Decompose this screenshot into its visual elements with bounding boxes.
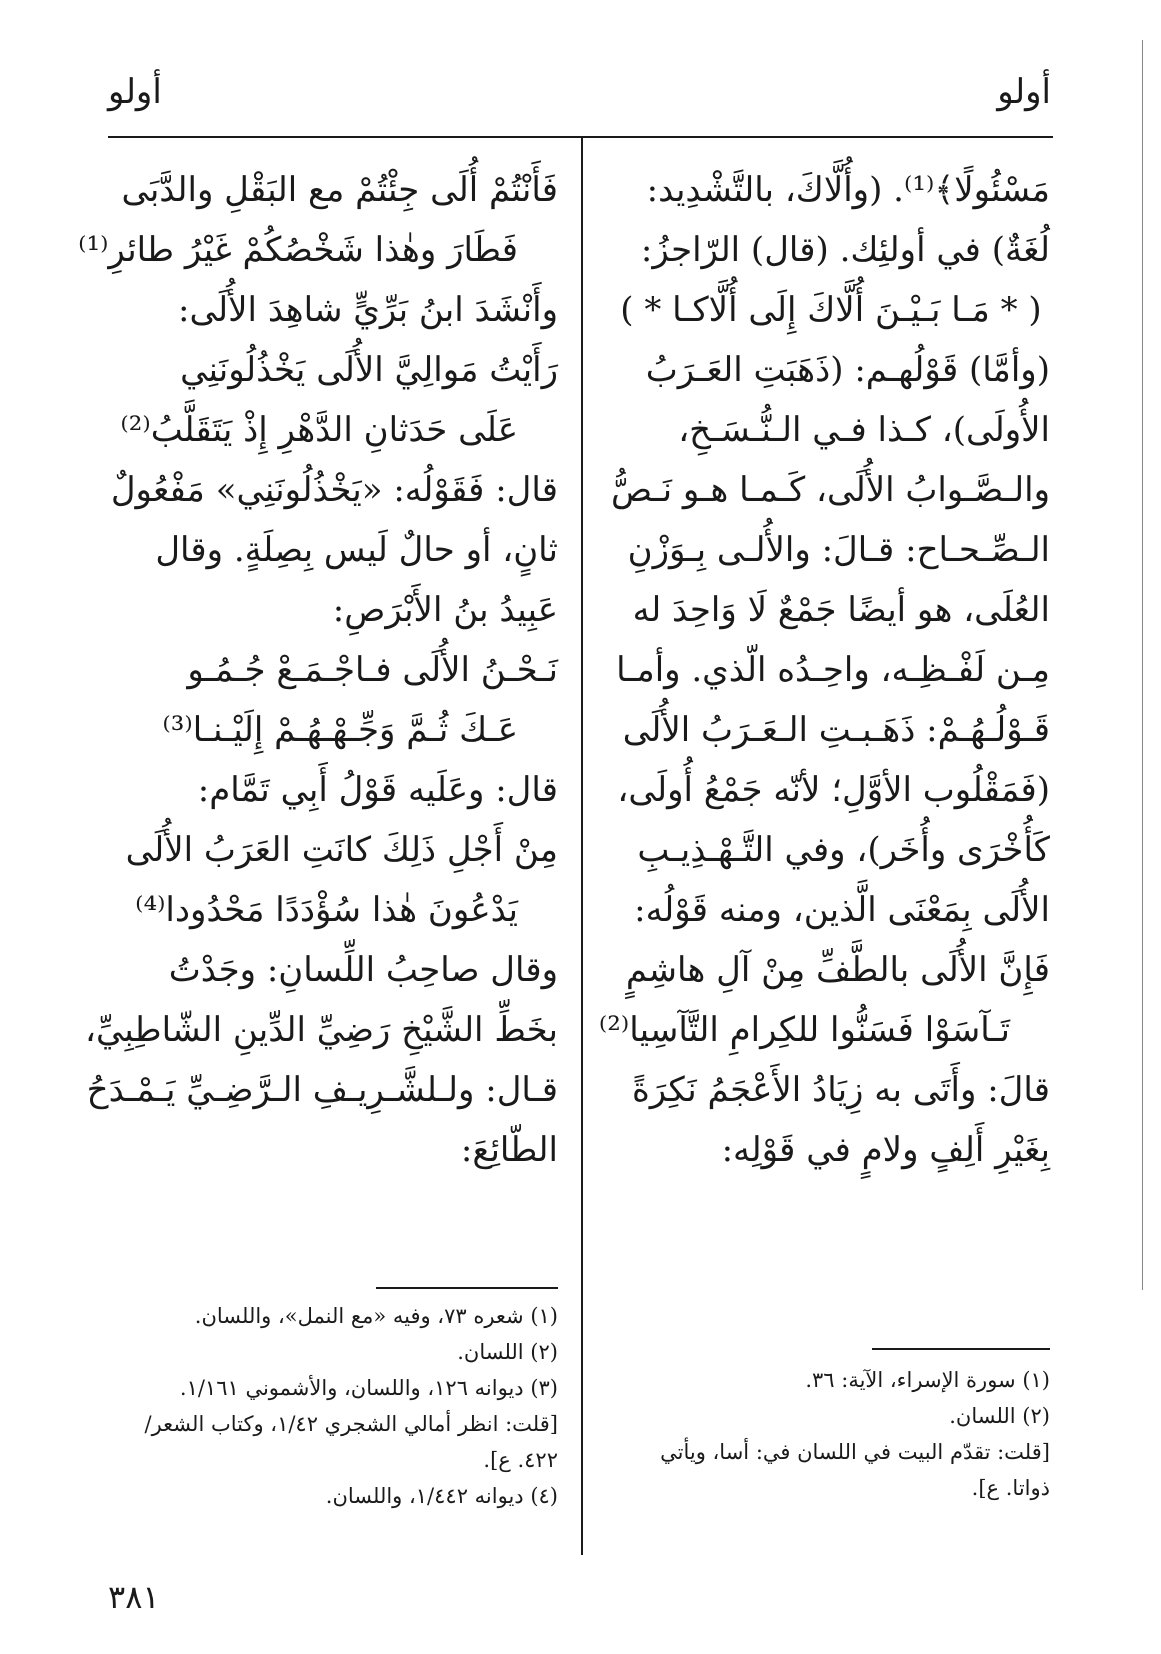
text-line: بخَطِّ الشَّيْخِ رَضِيِّ الدِّينِ الشّاطِبِيِّ، bbox=[84, 1010, 558, 1050]
right-footnotes bbox=[612, 1362, 1050, 1506]
footnote-note: [قلت: تقدّم البيت في اللسان في: أسا، ويأتي ذواتا. ع]. bbox=[660, 1440, 1050, 1500]
text-line: مَسْئُولًا﴾⁽¹⁾. (وأُلَّاكَ، بالتَّشْدِيد: bbox=[646, 170, 1050, 210]
running-header-right: أولو bbox=[997, 72, 1051, 112]
footnote: (٤) ديوانه ١/٤٤٢، واللسان. bbox=[325, 1484, 558, 1508]
text-line: كَأُخْرَى وأُخَر)، وفي التَّـهْـذِيـبِ bbox=[637, 830, 1050, 870]
verse-line: ( * مَـا بَـيْـنَ أُلَّاكَ إِلَى أُلَّاكـا * ) bbox=[620, 290, 1042, 330]
text-line: الـصِّـحـاح: قـالَ: والأُلـى بِـوَزْنِ bbox=[627, 530, 1050, 570]
text-line: قال: وعَلَيه قَوْلُ أَبِي تَمَّام: bbox=[197, 770, 558, 810]
verse-line: مِنْ أَجْلِ ذَلِكَ كانَتِ العَرَبُ الأُلَى bbox=[125, 830, 558, 870]
verse-line: عَـكَ ثُـمَّ وَجِّـهْـهُـمْ إِلَيْـنـا⁽³⁾ bbox=[162, 710, 518, 750]
footnote: (٢) اللسان. bbox=[949, 1404, 1050, 1428]
footnote: (٢) اللسان. bbox=[457, 1340, 558, 1364]
text-line: لُغَةٌ) في أولئِك. (قال) الرّاجزُ: bbox=[640, 230, 1050, 270]
footnote: (١) سورة الإسراء، الآية: ٣٦. bbox=[805, 1368, 1050, 1392]
text-line: قـال: ولـلشَّـرِيـفِ الـرَّضِـيِّ يَـمْـدَحُ bbox=[86, 1070, 558, 1110]
text-line: قالَ: وأَتَى به زِيَادُ الأَعْجَمُ نَكِرَةً bbox=[631, 1070, 1050, 1110]
page-number: ٣٨١ bbox=[108, 1578, 160, 1616]
verse-line: يَدْعُونَ هٰذا سُؤْدَدًا مَحْدُودا⁽⁴⁾ bbox=[135, 890, 518, 930]
text-line: بِغَيْرِ أَلِفٍ ولامٍ في قَوْلِه: bbox=[721, 1130, 1050, 1170]
text-line: الأُلَى بِمَعْنَى الَّذين، ومنه قَوْلُه: bbox=[634, 890, 1050, 930]
page-edge-line bbox=[1142, 40, 1143, 1290]
column-divider bbox=[581, 137, 583, 1555]
left-footnotes bbox=[110, 1298, 558, 1514]
text-line: وقال صاحِبُ اللِّسانِ: وجَدْتُ bbox=[168, 950, 558, 990]
text-line: مِـن لَفْـظِـه، واحِـدُه الّذي. وأمـا bbox=[616, 650, 1050, 690]
verse-line: عَلَى حَدَثانِ الدَّهْرِ إِذْ يَتَقَلَّبُ⁽²⁾ bbox=[120, 410, 518, 450]
text-line: الأُولَى)، كـذا فـي الـنُّـسَـخِ، bbox=[678, 410, 1050, 450]
verse-line: فَأَنْتُمْ أُلَى جِئْتُمْ مع البَقْلِ والدَّبَى bbox=[121, 170, 558, 210]
footnote-rule-left bbox=[376, 1287, 558, 1289]
text-line: والـصَّـوابُ الأُلَى، كَـمـا هـو نَـصُّ bbox=[610, 470, 1050, 510]
text-line: (فَمَقْلُوب الأوَّلِ؛ لأنّه جَمْعُ أُولَى، bbox=[617, 770, 1050, 810]
text-line: ثانٍ، أو حالٌ لَيس بِصِلَةٍ. وقال bbox=[155, 530, 558, 570]
verse-line: فَإِنَّ الأُلَى بالطَّفِّ مِنْ آلِ هاشِمٍ bbox=[625, 950, 1050, 990]
text-line: العُلَى، هو أيضًا جَمْعٌ لَا وَاحِدَ له bbox=[632, 590, 1050, 630]
footnote-rule-right bbox=[872, 1348, 1050, 1350]
text-line: (وأمَّا) قَوْلُهـم: (ذَهَبَتِ العَـرَبُ bbox=[645, 350, 1050, 390]
text-line: قال: فَقَوْلُه: «يَخْذُلُونَنِي» مَفْعُولٌ bbox=[110, 470, 558, 510]
right-column-text bbox=[598, 160, 1050, 1180]
left-column-text bbox=[78, 160, 558, 1180]
footnote: (٣) ديوانه ١٢٦، واللسان، والأشموني ١/١٦١. bbox=[179, 1376, 558, 1400]
verse-line: نَـحْـنُ الأُلَى فـاجْـمَـعْ جُـمُـو bbox=[187, 650, 558, 690]
running-header-left: أولو bbox=[108, 72, 162, 112]
text-line: عَبِيدُ بنُ الأَبْرَصِ: bbox=[332, 590, 558, 630]
text-line: الطّائِعَ: bbox=[460, 1130, 558, 1170]
verse-line: رَأَيْتُ مَوالِيَّ الأُلَى يَخْذُلُونَنِي bbox=[180, 350, 558, 390]
text-line: قَـوْلُـهُـمْ: ذَهَـبـتِ الـعَـرَبُ الأُلَى bbox=[622, 710, 1050, 750]
verse-line: فَطَارَ وهٰذا شَخْصُكُمْ غَيْرُ طائرِ⁽¹⁾ bbox=[78, 230, 518, 270]
verse-line: تَـآسَوْا فَسَنُّوا للكِرامِ التَّآسِيا⁽²⁾ bbox=[598, 1010, 1010, 1050]
text-line: وأَنْشَدَ ابنُ بَرِّيٍّ شاهِدَ الأُلَى: bbox=[178, 290, 558, 330]
footnote: (١) شعره ٧٣، وفيه «مع النمل»، واللسان. bbox=[194, 1304, 558, 1328]
footnote-note: [قلت: انظر أمالي الشجري ١/٤٢، وكتاب الشعر/٤٢٢. ع]. bbox=[144, 1412, 558, 1472]
